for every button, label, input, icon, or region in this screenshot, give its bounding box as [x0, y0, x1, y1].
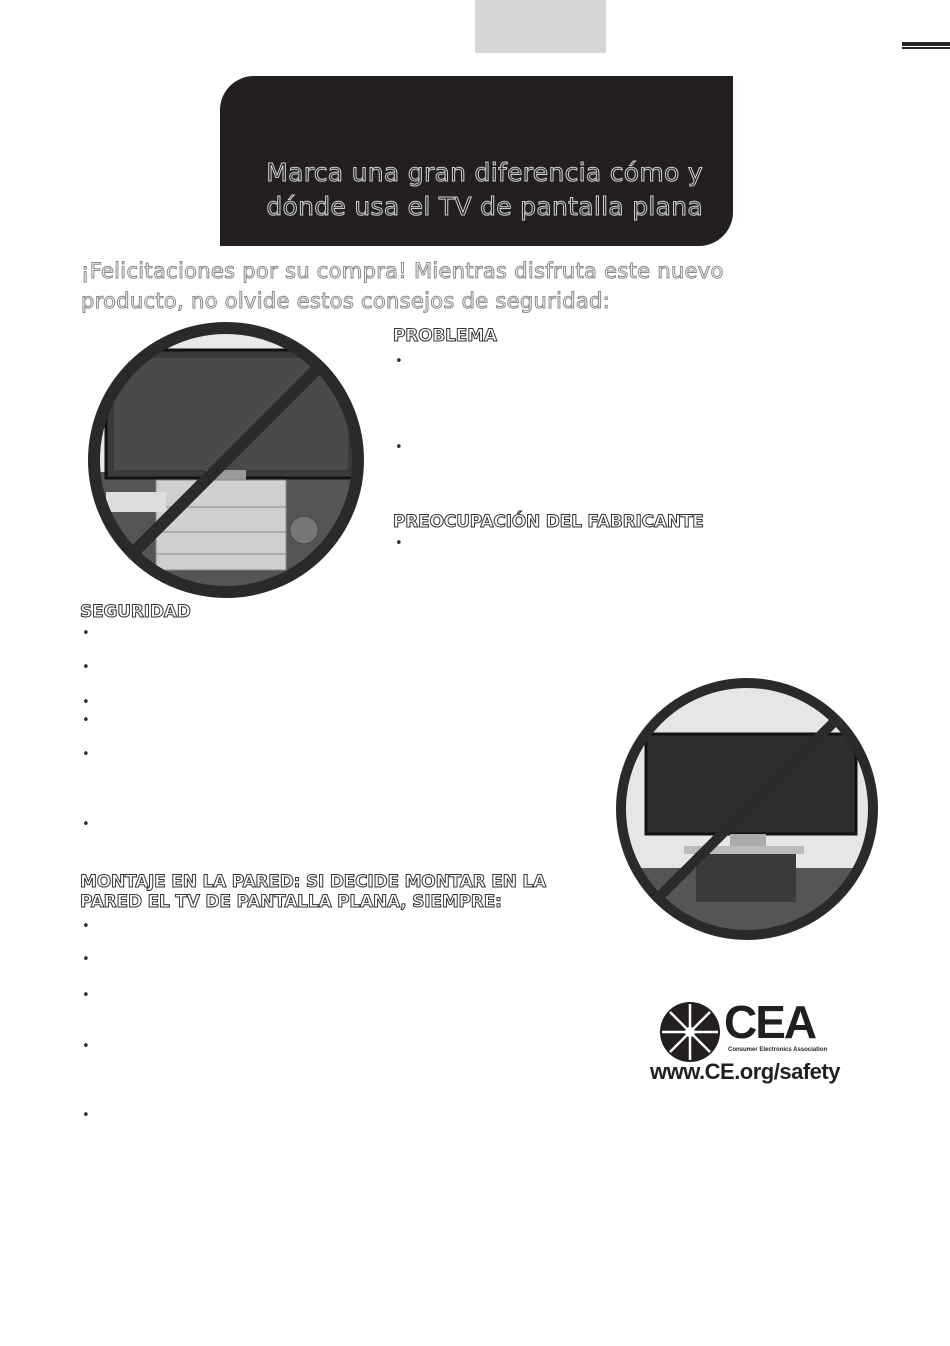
cea-starburst-icon: [658, 1000, 722, 1064]
header-title: [266, 156, 703, 224]
header-title-line: Marca una gran diferencia cómo y: [266, 158, 703, 187]
preocupacion-heading: PREOCUPACIÓN DEL FABRICANTE: [393, 512, 704, 532]
bullet: •: [82, 1039, 90, 1054]
intro-line: producto, no olvide estos consejos de seguridad:: [81, 289, 610, 313]
montaje-heading-line: MONTAJE EN LA PARED: SI DECIDE MONTAR EN LA: [80, 872, 546, 892]
cea-tagline: Consumer Electronics Association: [728, 1047, 828, 1053]
bullet: •: [395, 440, 403, 455]
prohibited-tv-on-small-stand-photo: [612, 676, 882, 942]
problema-heading: PROBLEMA: [393, 326, 497, 346]
bullet: •: [395, 536, 403, 551]
intro-line: ¡Felicitaciones por su compra! Mientras disfruta este nuevo: [81, 259, 724, 283]
cea-brand: CEA: [724, 996, 816, 1048]
header-banner: [220, 76, 733, 246]
header-title-line: dónde usa el TV de pantalla plana: [266, 192, 703, 221]
bullet: •: [82, 919, 90, 934]
bullet: •: [82, 747, 90, 762]
bullet: •: [82, 988, 90, 1003]
bullet: •: [82, 713, 90, 728]
bullet: •: [82, 952, 90, 967]
intro-text: [81, 256, 781, 316]
bullet: •: [82, 626, 90, 641]
prohibited-tv-on-dresser-photo: [86, 322, 370, 598]
bullet: •: [395, 354, 403, 369]
bullet: •: [82, 817, 90, 832]
corner-rule: [902, 47, 950, 49]
seguridad-heading: SEGURIDAD: [80, 602, 191, 622]
bullet: •: [82, 1108, 90, 1123]
corner-rule: [902, 42, 950, 46]
cea-logo: [650, 995, 850, 1095]
bullet: •: [82, 660, 90, 675]
cea-url: www.CE.org/safety: [650, 1059, 840, 1084]
bullet: •: [82, 695, 90, 710]
montaje-heading-line: PARED EL TV DE PANTALLA PLANA, SIEMPRE:: [80, 892, 502, 912]
montaje-heading: [80, 872, 546, 912]
page-tab: [475, 0, 606, 53]
